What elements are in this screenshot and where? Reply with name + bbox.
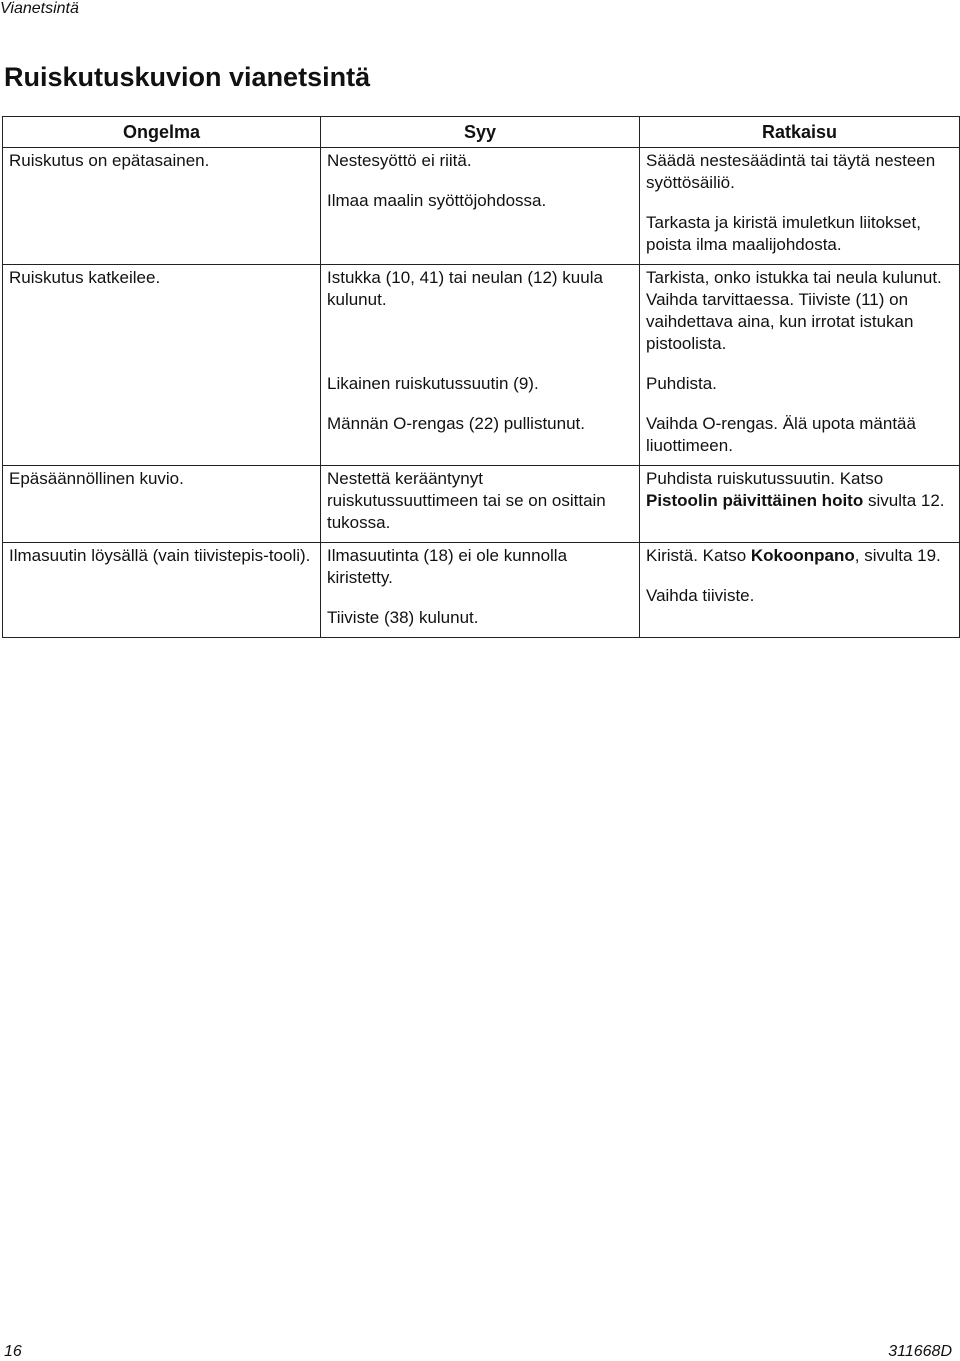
cause-text: Nestettä kerääntynyt ruiskutussuuttimeen tai se on osittain tukossa.	[327, 469, 606, 532]
solution-cell	[640, 543, 960, 638]
table-row	[3, 543, 960, 638]
cause-text: Likainen ruiskutussuutin (9).	[327, 374, 539, 393]
solution-text-pre: Puhdista ruiskutussuutin. Katso	[646, 469, 884, 488]
problem-text: Ruiskutus on epätasainen.	[9, 151, 210, 170]
table-row	[3, 148, 960, 265]
cause-cell	[321, 543, 640, 638]
page-title: Ruiskutuskuvion vianetsintä	[4, 62, 371, 92]
problem-cell	[3, 265, 321, 466]
document-number: 311668D	[888, 1343, 952, 1360]
solution-text: Puhdista.	[646, 374, 717, 393]
column-header-cause: Syy	[321, 117, 640, 148]
cause-text: Istukka (10, 41) tai neulan (12) kuula kulunut.	[327, 268, 603, 309]
section-label: Vianetsintä	[0, 0, 79, 17]
solution-text: Vaihda tiiviste.	[646, 586, 755, 605]
table-row	[3, 466, 960, 543]
solution-text-pre: Kiristä. Katso	[646, 546, 747, 565]
column-header-solution: Ratkaisu	[640, 117, 960, 148]
problem-text: Ilmasuutin löysällä (vain tiivistepis-tooli).	[9, 546, 311, 565]
cause-text: Tiiviste (38) kulunut.	[327, 608, 479, 627]
problem-text: Epäsäännöllinen kuvio.	[9, 469, 184, 488]
cause-cell	[321, 265, 640, 466]
solution-cell	[640, 265, 960, 466]
problem-cell	[3, 543, 321, 638]
solution-cell	[640, 148, 960, 265]
solution-text-post: sivulta 12.	[867, 491, 945, 510]
cause-cell	[321, 466, 640, 543]
page-number: 16	[4, 1343, 22, 1360]
cause-text: Nestesyöttö ei riitä.	[327, 151, 472, 170]
cause-text: Ilmasuutinta (18) ei ole kunnolla kiristetty.	[327, 546, 568, 587]
solution-text-post: , sivulta 19.	[854, 546, 941, 565]
solution-text: Tarkista, onko istukka tai neula kulunut. Vaihda tarvittaessa. Tiiviste (11) on vaihdettava aina, kun irrotat istukan pistoolista.	[646, 268, 942, 353]
problem-cell	[3, 466, 321, 543]
cross-reference-link: Pistoolin päivittäinen hoito	[646, 491, 864, 510]
cause-text: Männän O-rengas (22) pullistunut.	[327, 414, 585, 433]
solution-text: Tarkasta ja kiristä imuletkun liitokset, poista ilma maalijohdosta.	[646, 213, 921, 254]
solution-cell	[640, 466, 960, 543]
solution-text	[646, 545, 953, 567]
solution-text: Säädä nestesäädintä tai täytä nesteen syöttösäiliö.	[646, 151, 936, 192]
problem-cell	[3, 148, 321, 265]
cause-text: Ilmaa maalin syöttöjohdossa.	[327, 191, 547, 210]
table-header-row	[3, 117, 960, 148]
cause-cell	[321, 148, 640, 265]
cross-reference-link: Kokoonpano	[750, 546, 855, 565]
solution-text: Vaihda O-rengas. Älä upota mäntää liuottimeen.	[646, 414, 916, 455]
solution-text	[646, 468, 953, 512]
column-header-problem: Ongelma	[3, 117, 321, 148]
table-row	[3, 265, 960, 466]
problem-text: Ruiskutus katkeilee.	[9, 268, 161, 287]
troubleshooting-table	[2, 116, 960, 638]
